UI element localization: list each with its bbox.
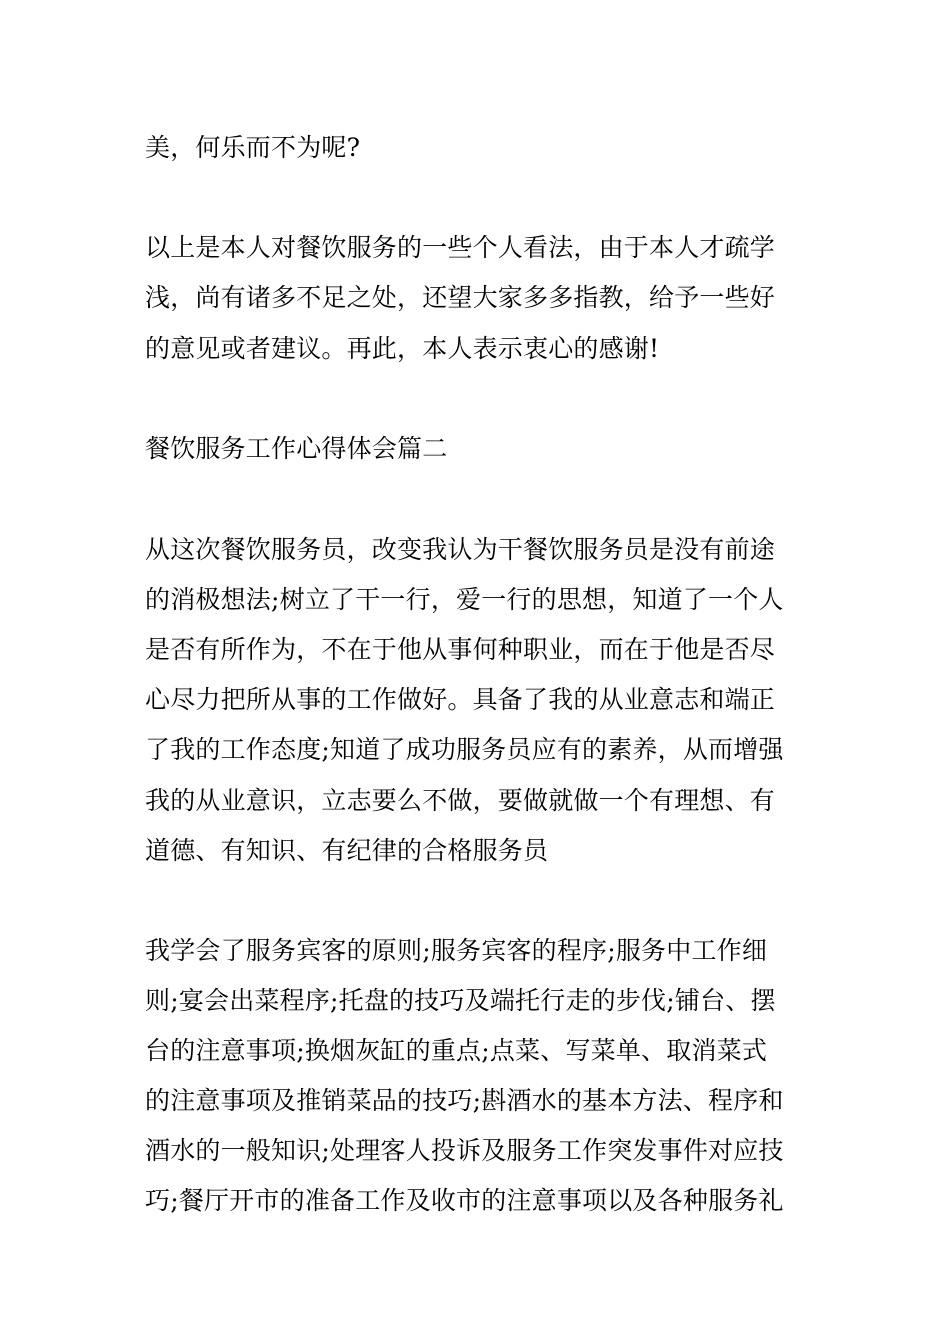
text-line: 美，何乐而不为呢? [145,133,361,162]
text-line: 的意见或者建议。再此，本人表示衷心的感谢! [145,334,660,363]
text-line: 我学会了服务宾客的原则;服务宾客的程序;服务中工作细 [145,936,768,965]
text-line: 的注意事项及推销菜品的技巧;斟酒水的基本方法、程序和 [145,1086,784,1115]
text-line: 以上是本人对餐饮服务的一些个人看法，由于本人才疏学 [145,233,776,262]
text-line: 从这次餐饮服务员，改变我认为干餐饮服务员是没有前途 [145,535,776,564]
section-heading: 餐饮服务工作心得体会篇二 [145,434,448,463]
text-line: 浅，尚有诸多不足之处，还望大家多多指教，给予一些好 [145,283,776,312]
text-line: 了我的工作态度;知道了成功服务员应有的素养，从而增强 [145,735,784,764]
text-line: 的消极想法;树立了干一行，爱一行的思想，知道了一个人 [145,585,784,614]
text-line: 道德、有知识、有纪律的合格服务员 [145,836,549,865]
text-line: 心尽力把所从事的工作做好。具备了我的从业意志和端正 [145,685,776,714]
text-line: 则;宴会出菜程序;托盘的技巧及端托行走的步伐;铺台、摆 [145,986,776,1015]
text-line: 酒水的一般知识;处理客人投诉及服务工作突发事件对应技 [145,1136,784,1165]
text-line: 巧;餐厅开市的准备工作及收市的注意事项以及各种服务礼 [145,1186,784,1215]
text-line: 我的从业意识，立志要么不做，要做就做一个有理想、有 [145,786,776,815]
text-line: 是否有所作为，不在于他从事何种职业，而在于他是否尽 [145,635,776,664]
text-line: 台的注意事项;换烟灰缸的重点;点菜、写菜单、取消菜式 [145,1036,768,1065]
